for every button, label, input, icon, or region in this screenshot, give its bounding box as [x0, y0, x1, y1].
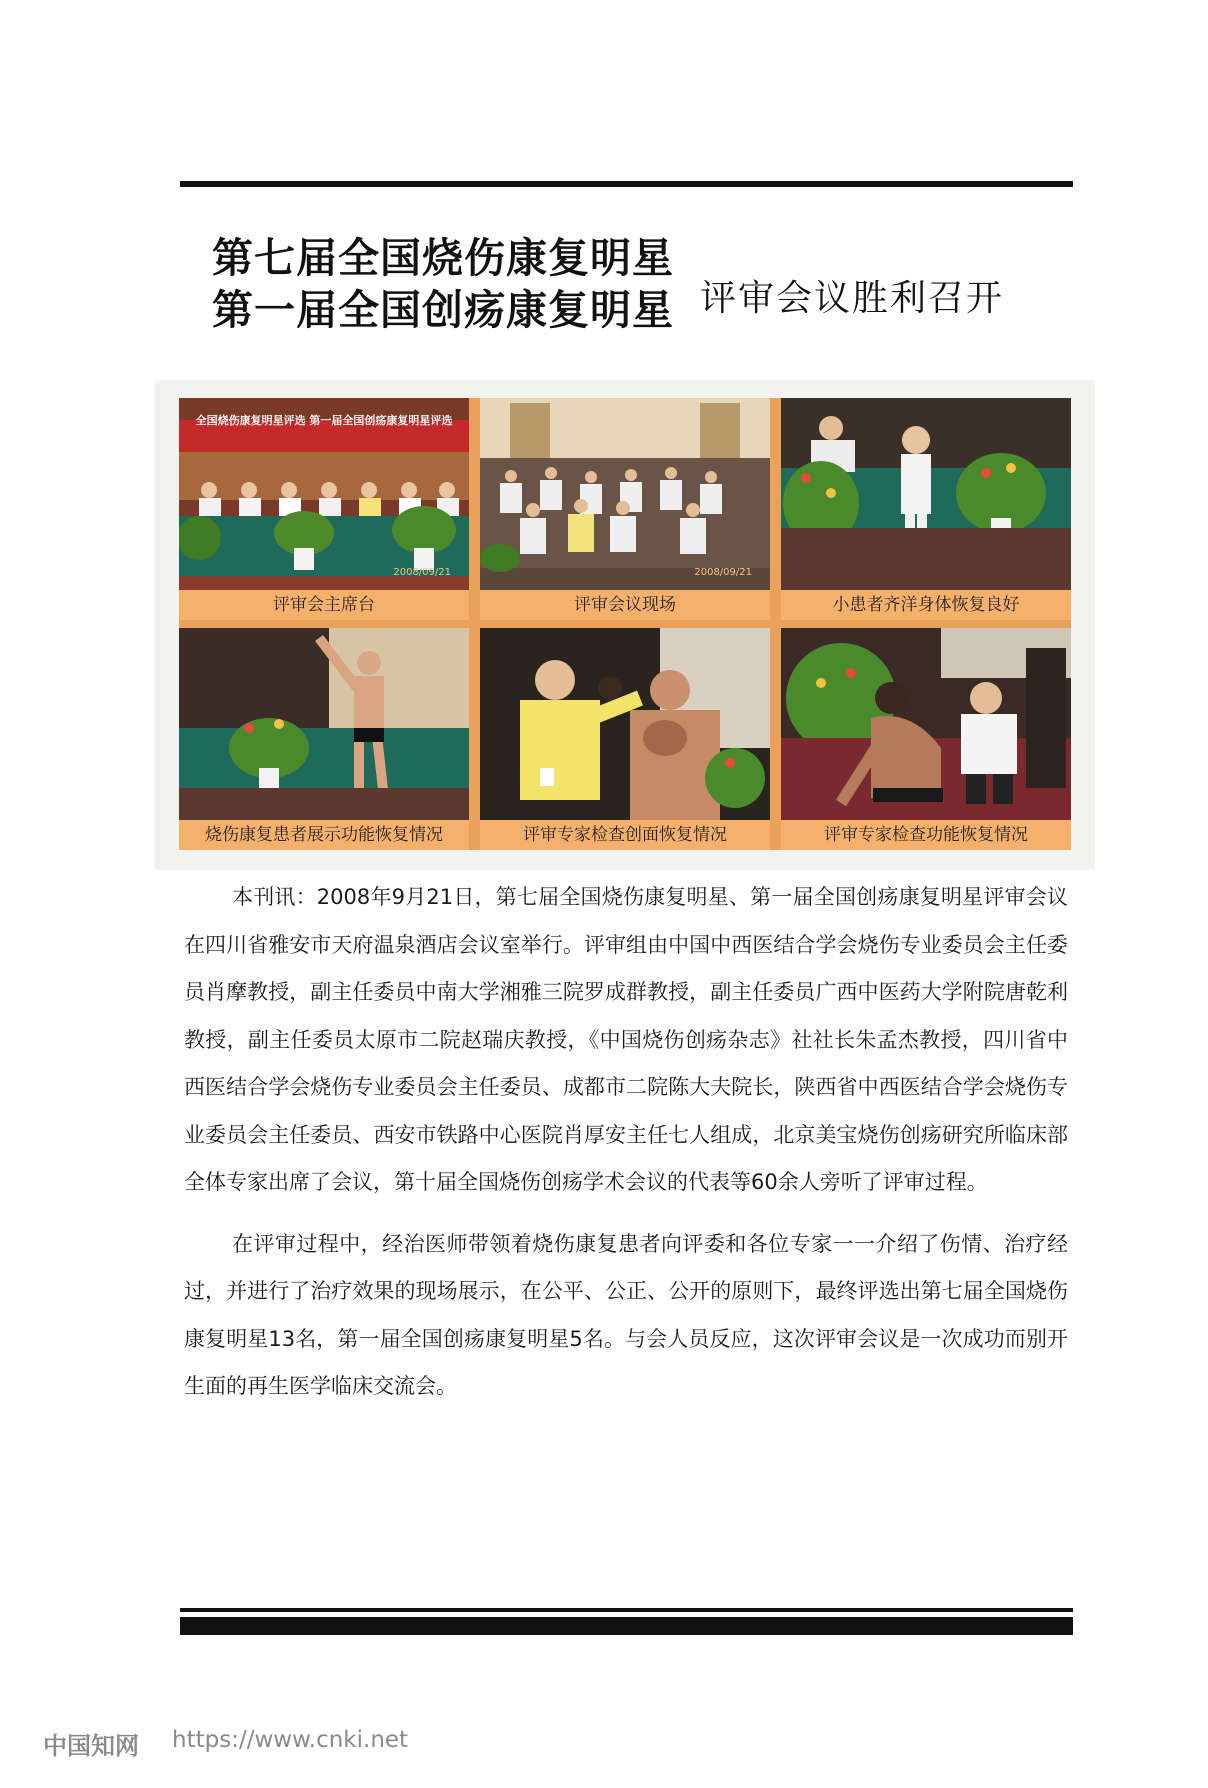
photo-function-exam	[781, 628, 1071, 820]
photo-wound-exam	[480, 628, 770, 820]
article-paragraph-2: 在评审过程中，经治医师带领着烧伤康复患者向评委和各位专家一一介绍了伤情、治疗经过，并进行了治疗效果的现场展示，在公平、公正、公开的原则下，最终评选出第七届全国烧伤康复明星13名，第一届全国创疡康复明星5名。与会人员反应，这次评审会议是一次成功而别开生面的再生医学临床交流会。	[184, 1231, 1068, 1398]
top-rule	[180, 181, 1073, 187]
title-line-2: 第一届全国创疡康复明星	[212, 286, 674, 334]
footer-url[interactable]: https://www.cnki.net	[172, 1727, 409, 1753]
photo-cell-child	[781, 398, 1071, 620]
photo-caption: 小患者齐洋身体恢复良好	[781, 590, 1071, 620]
photo-cell-presidium	[179, 398, 469, 620]
photo-caption: 评审会议现场	[480, 590, 770, 620]
photo-date: 2008/09/21	[694, 567, 752, 578]
bottom-rule-thin	[180, 1608, 1073, 1612]
photo-caption: 烧伤康复患者展示功能恢复情况	[179, 820, 469, 850]
photo-caption: 评审专家检查创面恢复情况	[480, 820, 770, 850]
title-line-1: 第七届全国烧伤康复明星	[212, 234, 674, 282]
title-suffix: 评审会议胜利召开	[700, 278, 1005, 319]
article-paragraph-1: 本刊讯：2008年9月21日，第七届全国烧伤康复明星、第一届全国创疡康复明星评审会议在四川省雅安市天府温泉酒店会议室举行。评审组由中国中西医结合学会烧伤专业委员会主任委员肖摩教授，副主任委员中南大学湘雅三院罗成群教授，副主任委员广西中医药大学附院唐乾利教授，副主任委员太原市二院赵瑞庆教授，《中国烧伤创疡杂志》社社长朱孟杰教授，四川省中西医结合学会烧伤专业委员会主任委员、成都市二院陈大夫院长，陕西省中西医结合学会烧伤专业委员会主任委员、西安市铁路中心医院肖厚安主任七人组成，北京美宝烧伤创疡研究所临床部全体专家出席了会议，第十届全国烧伤创疡学术会议的代表等60余人旁听了评审过程。	[184, 885, 1068, 1194]
bottom-rule-thick	[180, 1617, 1073, 1635]
photo-cell-meeting	[480, 398, 770, 620]
photo-grid	[179, 398, 1071, 850]
photo-child	[781, 398, 1071, 590]
photo-presidium	[179, 398, 469, 590]
banner-text: 全国烧伤康复明星评选 第一届全国创疡康复明星评选	[195, 414, 453, 427]
photo-panel	[155, 380, 1095, 870]
photo-cell-burn-demo	[179, 628, 469, 850]
photo-burn-demo	[179, 628, 469, 820]
cnki-logo: 中国知网	[43, 1732, 139, 1760]
photo-caption: 评审专家检查功能恢复情况	[781, 820, 1071, 850]
photo-date: 2008/09/21	[393, 567, 451, 578]
photo-cell-function-exam	[781, 628, 1071, 850]
photo-meeting	[480, 398, 770, 590]
photo-caption: 评审会主席台	[179, 590, 469, 620]
article-body	[184, 874, 1068, 1425]
photo-cell-wound-exam	[480, 628, 770, 850]
title-block	[212, 232, 674, 336]
